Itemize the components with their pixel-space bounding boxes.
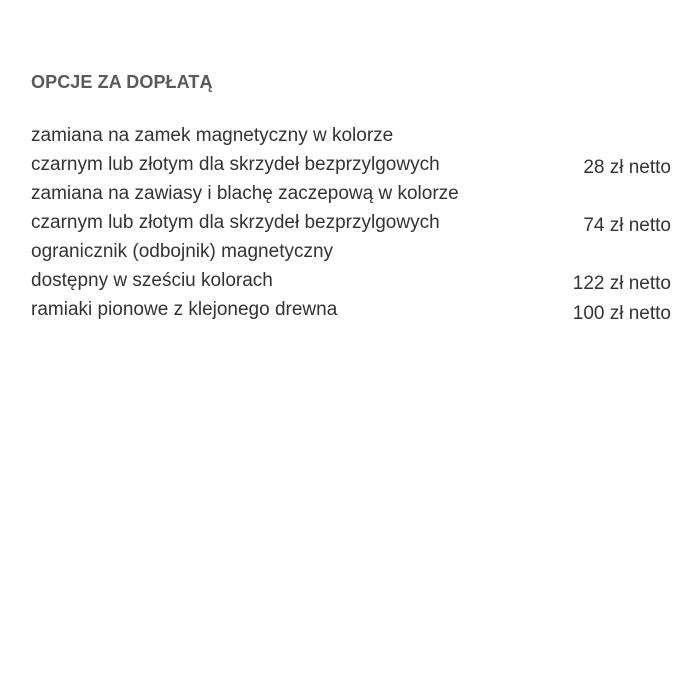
option-description-line: ogranicznik (odbojnik) magnetyczny <box>31 241 334 262</box>
option-price: 28 zł netto <box>583 157 671 178</box>
options-list <box>31 121 671 324</box>
option-description-line: czarnym lub złotym dla skrzydeł bezprzylgowych <box>31 212 440 233</box>
option-description-line: dostępny w sześciu kolorach <box>31 270 273 291</box>
option-row-magnetic-stopper <box>31 237 671 295</box>
option-row-magnetic-lock <box>31 121 671 179</box>
paid-options-section <box>31 68 671 324</box>
option-description <box>31 237 541 295</box>
option-description <box>31 295 541 324</box>
option-price: 74 zł netto <box>583 215 671 236</box>
option-description-line: zamiana na zawiasy i blachę zaczepową w kolorze <box>31 183 459 204</box>
option-row-glued-wood-stiles <box>31 295 671 324</box>
option-price: 100 zł netto <box>572 303 671 324</box>
option-description-line: zamiana na zamek magnetyczny w kolorze <box>31 125 394 146</box>
option-description-line: ramiaki pionowe z klejonego drewna <box>31 299 338 320</box>
option-price: 122 zł netto <box>572 273 671 294</box>
option-description <box>31 121 541 179</box>
option-description-line: czarnym lub złotym dla skrzydeł bezprzylgowych <box>31 154 440 175</box>
option-description <box>31 179 541 237</box>
section-heading: OPCJE ZA DOPŁATĄ <box>31 72 213 92</box>
option-row-hinges-strike-plate <box>31 179 671 237</box>
